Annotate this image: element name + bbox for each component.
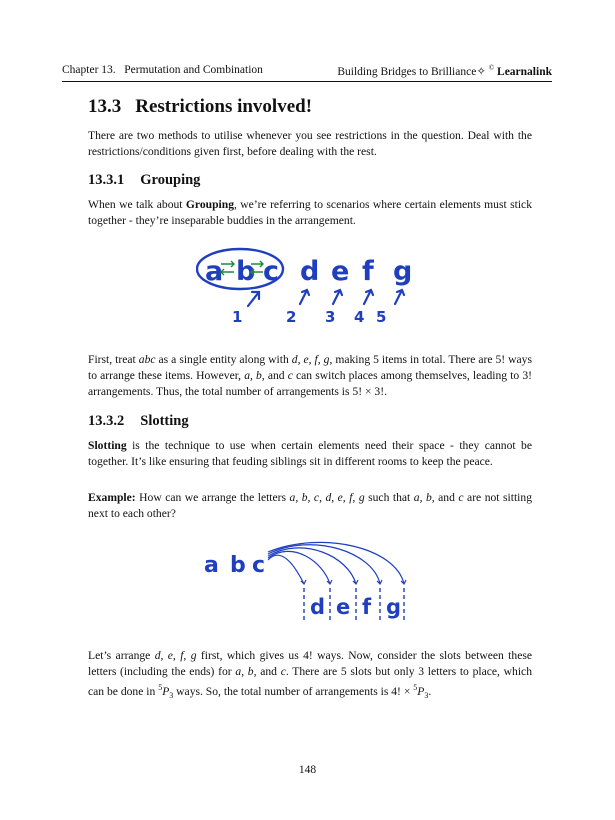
slot-arrows	[268, 542, 406, 584]
text: Let’s arrange	[88, 649, 155, 662]
slotting-paragraph	[88, 438, 532, 470]
math: c	[287, 369, 293, 382]
group-letter: a	[205, 256, 224, 287]
book-title: Building Bridges to Brilliance	[337, 66, 477, 78]
letter: e	[336, 595, 351, 619]
position-number: 4	[354, 308, 365, 326]
math: 5	[158, 683, 163, 692]
position-number: 1	[232, 308, 243, 326]
math: P	[162, 684, 170, 698]
text: can switch places among themselves, leading to 3! arrangements. Thus, the total number of arrangements is 5! × 3!.	[88, 369, 532, 398]
slotting-heading	[88, 413, 189, 430]
example-label: Example:	[88, 491, 136, 504]
letter: f	[362, 256, 374, 287]
group-letter: c	[263, 256, 280, 287]
source-letter: c	[252, 553, 266, 578]
slotting-explanation	[88, 648, 532, 704]
math: d, e, f, g	[154, 649, 197, 662]
section-title: Restrictions involved!	[135, 96, 313, 117]
slotting-term: Slotting	[88, 439, 127, 452]
position-number: 3	[325, 308, 336, 326]
text: , making 5 items in total. There are 5! ways to arrange these items. However,	[88, 353, 532, 382]
header-rule	[62, 81, 552, 82]
math: 3	[169, 691, 174, 701]
letter: d	[310, 595, 326, 619]
brand-name: Learnalink	[497, 66, 552, 78]
header-chapter	[62, 64, 263, 76]
grouping-figure	[196, 244, 426, 328]
header-book	[337, 64, 552, 78]
letter: g	[393, 256, 413, 287]
section-heading	[88, 96, 312, 118]
math: a, b,	[413, 491, 435, 504]
text: and	[264, 369, 288, 382]
text: and	[256, 665, 281, 678]
chapter-title: Permutation and Combination	[124, 64, 263, 76]
text: such that	[364, 491, 414, 504]
position-number: 2	[286, 308, 297, 326]
running-header	[62, 64, 552, 82]
math: c	[458, 491, 464, 504]
slotting-number: 13.3.2	[88, 413, 125, 429]
grouping-text-rest: , we’re referring to scenarios where certain elements must stick together - they’re inseparable buddies in the arrangement.	[88, 198, 532, 227]
position-arrows	[248, 290, 404, 306]
grouping-paragraph	[88, 197, 532, 229]
grouping-term: Grouping	[185, 198, 235, 211]
letter: d	[300, 256, 320, 287]
source-letter: a	[204, 553, 219, 578]
math: d, e, f, g	[291, 353, 330, 366]
letter: f	[362, 595, 372, 619]
grouping-number: 13.3.1	[88, 172, 125, 188]
text: .	[428, 684, 432, 698]
math: abc	[138, 353, 156, 366]
copyright-mark: ©	[488, 64, 495, 72]
math: a, b,	[235, 665, 257, 678]
text: first, which gives us 4! ways. Now, consider the slots between these letters (including the ends) for	[88, 649, 532, 678]
math: 5	[413, 683, 418, 692]
position-number: 5	[376, 308, 387, 326]
math: a, b, c, d, e, f, g	[289, 491, 365, 504]
letter: e	[331, 256, 350, 287]
text: and	[434, 491, 459, 504]
text: How can we arrange the letters	[135, 491, 290, 504]
grouping-text: When we talk about	[88, 198, 186, 211]
slotting-figure	[198, 532, 420, 626]
letter: g	[386, 595, 402, 619]
chapter-label: Chapter 13.	[62, 64, 116, 76]
group-letter: b	[236, 256, 256, 287]
text: as a single entity along with	[155, 353, 292, 366]
text: . There are 5 slots but only 3 letters to place, which can be done in	[88, 665, 532, 698]
intro-paragraph: There are two methods to utilise whenever you see restrictions in the question. Deal with the restrictions/conditions given first, before dealing with the rest.	[88, 129, 532, 158]
text: First, treat	[88, 353, 139, 366]
sparkle-icon: ✧	[476, 66, 486, 78]
math: 3	[424, 691, 429, 701]
math: P	[417, 684, 425, 698]
math: a, b,	[244, 369, 265, 382]
text: are not sitting next to each other?	[88, 491, 532, 520]
page-number: 148	[298, 764, 317, 776]
slotting-title: Slotting	[140, 413, 189, 429]
slotting-text: is the technique to use when certain elements need their space - they cannot be together. It’s like ensuring that feuding siblings sit in different rooms to keep the peace.	[88, 439, 532, 468]
grouping-title: Grouping	[140, 172, 201, 188]
source-letter: b	[230, 553, 246, 578]
section-number: 13.3	[88, 96, 122, 117]
example-paragraph	[88, 490, 532, 522]
grouping-explanation	[88, 352, 532, 400]
text: ways. So, the total number of arrangements is 4! ×	[173, 684, 414, 698]
grouping-heading	[88, 172, 200, 189]
math: c	[280, 665, 286, 678]
